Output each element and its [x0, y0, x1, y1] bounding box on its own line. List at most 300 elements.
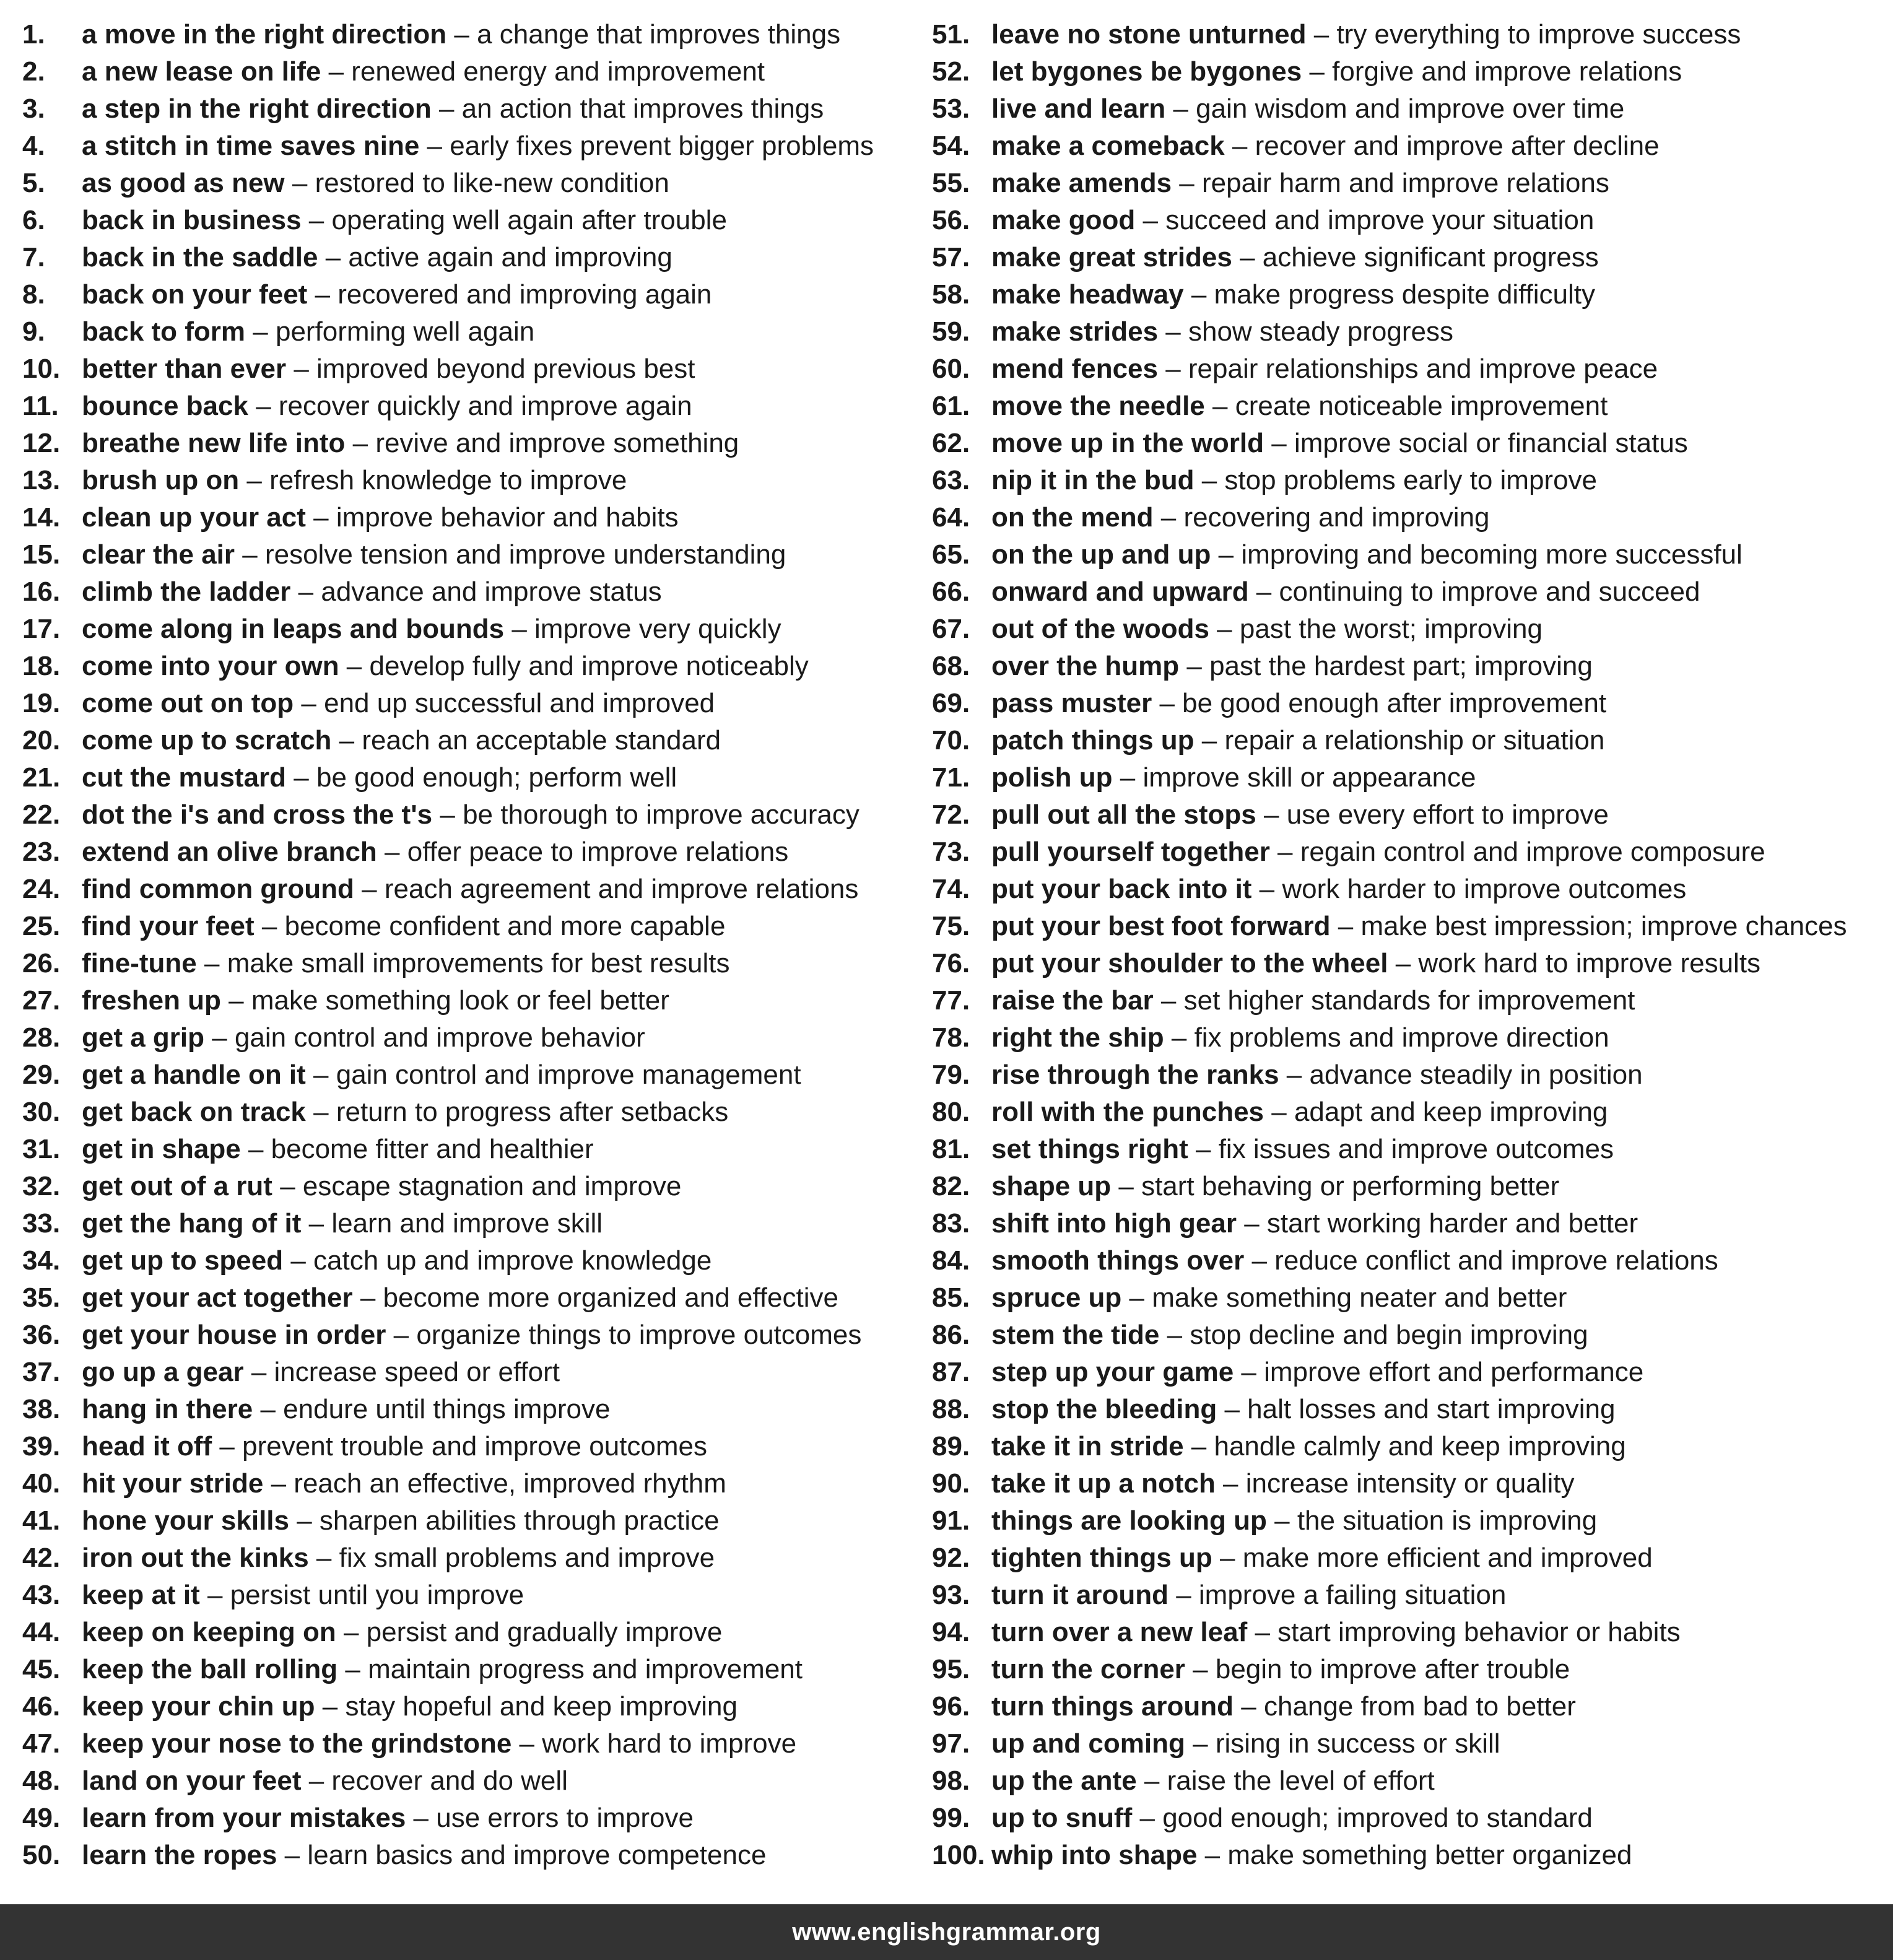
- item-number: 87.: [932, 1357, 970, 1387]
- idiom-phrase: make amends: [991, 168, 1172, 198]
- list-item: [932, 1577, 1889, 1614]
- dash-separator: –: [1132, 1803, 1163, 1833]
- list-item: [22, 1242, 920, 1279]
- list-item: [932, 1056, 1889, 1094]
- dash-separator: –: [301, 1208, 332, 1239]
- item-text: [82, 388, 692, 425]
- item-number: 58.: [932, 279, 970, 310]
- idiom-meaning: make small improvements for best results: [227, 948, 730, 978]
- dash-separator: –: [431, 94, 462, 124]
- idiom-phrase: get back on track: [82, 1097, 306, 1127]
- item-number: 28.: [22, 1022, 61, 1053]
- list-item: [932, 1131, 1889, 1168]
- item-number: 21.: [22, 762, 61, 793]
- item-number: 20.: [22, 725, 61, 756]
- idiom-meaning: performing well again: [275, 316, 535, 347]
- idiom-phrase: mend fences: [991, 354, 1158, 384]
- item-text: [991, 1540, 1653, 1577]
- item-text: [991, 1354, 1643, 1391]
- item-number: 65.: [932, 539, 970, 570]
- idiom-meaning: gain control and improve behavior: [234, 1022, 645, 1053]
- list-item: [932, 1540, 1889, 1577]
- item-text: [991, 573, 1700, 611]
- dash-separator: –: [1330, 911, 1361, 941]
- item-number: 4.: [22, 131, 45, 161]
- idiom-phrase: patch things up: [991, 725, 1195, 756]
- idiom-phrase: pull out all the stops: [991, 799, 1256, 830]
- idiom-meaning: fix issues and improve outcomes: [1218, 1134, 1614, 1164]
- idiom-phrase: on the up and up: [991, 539, 1211, 570]
- item-text: [991, 16, 1741, 53]
- idiom-phrase: take it up a notch: [991, 1468, 1216, 1499]
- item-number: 37.: [22, 1357, 61, 1387]
- item-text: [82, 1354, 560, 1391]
- list-item: [932, 1279, 1889, 1317]
- item-text: [82, 1540, 715, 1577]
- item-number: 36.: [22, 1320, 61, 1350]
- dash-separator: –: [1112, 762, 1143, 793]
- list-item: [22, 1502, 920, 1540]
- item-text: [82, 685, 715, 722]
- item-text: [991, 1762, 1435, 1800]
- item-number: 71.: [932, 762, 970, 793]
- dash-separator: –: [1135, 205, 1166, 235]
- idiom-phrase: get the hang of it: [82, 1208, 302, 1239]
- item-text: [82, 239, 672, 276]
- item-number: 97.: [932, 1728, 970, 1759]
- idiom-meaning: learn and improve skill: [331, 1208, 603, 1239]
- list-item: [22, 1094, 920, 1131]
- idiom-phrase: take it in stride: [991, 1431, 1184, 1461]
- dash-separator: –: [294, 688, 324, 718]
- item-text: [991, 499, 1490, 536]
- item-text: [991, 908, 1847, 945]
- item-text: [991, 1577, 1506, 1614]
- list-item: [22, 16, 920, 53]
- idiom-meaning: recovering and improving: [1183, 502, 1490, 533]
- idiom-meaning: active again and improving: [348, 242, 672, 272]
- item-text: [991, 1019, 1609, 1056]
- list-item: [22, 722, 920, 759]
- dash-separator: –: [1185, 1728, 1216, 1759]
- list-item: [932, 313, 1889, 351]
- item-number: 35.: [22, 1283, 61, 1313]
- dash-separator: –: [283, 1245, 314, 1276]
- idiom-phrase: raise the bar: [991, 985, 1154, 1016]
- item-text: [82, 351, 695, 388]
- dash-separator: –: [1152, 688, 1183, 718]
- idiom-meaning: forgive and improve relations: [1332, 56, 1682, 87]
- idiom-phrase: land on your feet: [82, 1766, 302, 1796]
- idiom-phrase: cut the mustard: [82, 762, 287, 793]
- list-item: [932, 499, 1889, 536]
- item-text: [991, 871, 1686, 908]
- list-item: [932, 1354, 1889, 1391]
- idiom-phrase: get your house in order: [82, 1320, 386, 1350]
- item-text: [82, 1577, 524, 1614]
- dash-separator: –: [305, 502, 336, 533]
- idiom-phrase: leave no stone unturned: [991, 19, 1307, 50]
- item-text: [82, 1205, 603, 1242]
- list-item: [22, 573, 920, 611]
- list-item: [932, 1651, 1889, 1688]
- item-number: 93.: [932, 1580, 970, 1610]
- list-item: [22, 1131, 920, 1168]
- idiom-phrase: come along in leaps and bounds: [82, 614, 505, 644]
- item-number: 30.: [22, 1097, 61, 1127]
- item-number: 77.: [932, 985, 970, 1016]
- item-text: [991, 1391, 1615, 1428]
- list-item: [932, 871, 1889, 908]
- dash-separator: –: [253, 1394, 284, 1424]
- item-number: 13.: [22, 465, 61, 495]
- item-number: 44.: [22, 1617, 61, 1647]
- dash-separator: –: [308, 1543, 339, 1573]
- idiom-meaning: make something look or feel better: [251, 985, 669, 1016]
- item-text: [82, 573, 662, 611]
- item-text: [991, 982, 1635, 1019]
- item-number: 100.: [932, 1840, 985, 1870]
- list-item: [932, 945, 1889, 982]
- idiom-phrase: pull yourself together: [991, 837, 1270, 867]
- item-number: 23.: [22, 837, 61, 867]
- idiom-phrase: set things right: [991, 1134, 1188, 1164]
- item-text: [82, 536, 786, 573]
- idiom-meaning: offer peace to improve relations: [407, 837, 789, 867]
- item-text: [82, 1725, 796, 1762]
- dash-separator: –: [1172, 168, 1202, 198]
- idiom-phrase: smooth things over: [991, 1245, 1245, 1276]
- dash-separator: –: [272, 1171, 303, 1201]
- idiom-meaning: reach agreement and improve relations: [384, 874, 859, 904]
- idiom-meaning: try everything to improve success: [1336, 19, 1741, 50]
- item-text: [991, 1465, 1574, 1502]
- item-number: 31.: [22, 1134, 61, 1164]
- dash-separator: –: [1232, 242, 1263, 272]
- item-text: [991, 1725, 1500, 1762]
- list-item: [22, 276, 920, 313]
- idiom-meaning: increase speed or effort: [274, 1357, 560, 1387]
- item-text: [991, 313, 1453, 351]
- item-number: 94.: [932, 1617, 970, 1647]
- idiom-meaning: make something neater and better: [1152, 1283, 1567, 1313]
- dash-separator: –: [345, 428, 376, 458]
- dash-separator: –: [1185, 1654, 1216, 1684]
- item-number: 27.: [22, 985, 61, 1016]
- list-item: [932, 1428, 1889, 1465]
- idiom-meaning: raise the level of effort: [1167, 1766, 1435, 1796]
- idiom-meaning: prevent trouble and improve outcomes: [242, 1431, 707, 1461]
- list-item: [932, 425, 1889, 462]
- idiom-meaning: operating well again after trouble: [331, 205, 727, 235]
- item-number: 29.: [22, 1060, 61, 1090]
- idiom-meaning: achieve significant progress: [1262, 242, 1599, 272]
- list-item: [932, 1502, 1889, 1540]
- idiom-phrase: get your act together: [82, 1283, 353, 1313]
- list-item: [932, 1094, 1889, 1131]
- list-item: [22, 871, 920, 908]
- item-text: [82, 1502, 720, 1540]
- idiom-meaning: catch up and improve knowledge: [313, 1245, 712, 1276]
- list-item: [22, 1725, 920, 1762]
- idiom-meaning: the situation is improving: [1297, 1505, 1598, 1536]
- item-text: [991, 202, 1594, 239]
- item-number: 34.: [22, 1245, 61, 1276]
- dash-separator: –: [1183, 1431, 1214, 1461]
- idiom-phrase: hit your stride: [82, 1468, 264, 1499]
- idiom-phrase: get in shape: [82, 1134, 241, 1164]
- item-text: [82, 611, 781, 648]
- dash-separator: –: [254, 911, 285, 941]
- idiom-phrase: put your shoulder to the wheel: [991, 948, 1388, 978]
- list-item: [932, 722, 1889, 759]
- item-text: [991, 351, 1658, 388]
- item-number: 1.: [22, 19, 45, 50]
- list-item: [22, 1577, 920, 1614]
- dash-separator: –: [1194, 725, 1225, 756]
- item-text: [991, 462, 1597, 499]
- item-text: [82, 165, 669, 202]
- list-item: [932, 1800, 1889, 1837]
- item-number: 7.: [22, 242, 45, 272]
- list-item: [22, 908, 920, 945]
- idiom-phrase: rise through the ranks: [991, 1060, 1279, 1090]
- list-item: [22, 759, 920, 796]
- list-item: [932, 1019, 1889, 1056]
- item-text: [82, 90, 824, 128]
- item-text: [82, 1242, 712, 1279]
- dash-separator: –: [1153, 985, 1184, 1016]
- dash-separator: –: [336, 1617, 367, 1647]
- item-text: [991, 53, 1682, 90]
- dash-separator: –: [286, 762, 316, 793]
- idiom-meaning: start working harder and better: [1266, 1208, 1638, 1239]
- list-item: [22, 239, 920, 276]
- dash-separator: –: [432, 799, 463, 830]
- idiom-phrase: stop the bleeding: [991, 1394, 1217, 1424]
- list-item: [22, 1614, 920, 1651]
- idiom-meaning: gain wisdom and improve over time: [1196, 94, 1625, 124]
- list-item: [932, 1317, 1889, 1354]
- idiom-phrase: breathe new life into: [82, 428, 346, 458]
- idiom-phrase: spruce up: [991, 1283, 1122, 1313]
- item-text: [991, 90, 1624, 128]
- item-number: 53.: [932, 94, 970, 124]
- idiom-meaning: reach an acceptable standard: [362, 725, 721, 756]
- item-text: [991, 1837, 1632, 1874]
- item-number: 45.: [22, 1654, 61, 1684]
- idiom-meaning: work harder to improve outcomes: [1282, 874, 1687, 904]
- idiom-meaning: develop fully and improve noticeably: [369, 651, 809, 681]
- list-item: [932, 1168, 1889, 1205]
- idiom-meaning: past the worst; improving: [1239, 614, 1543, 644]
- list-item: [22, 1019, 920, 1056]
- item-text: [991, 1131, 1614, 1168]
- list-item: [932, 202, 1889, 239]
- idiom-phrase: get out of a rut: [82, 1171, 272, 1201]
- idiom-meaning: work hard to improve results: [1418, 948, 1761, 978]
- idiom-phrase: climb the ladder: [82, 577, 291, 607]
- idiom-phrase: get up to speed: [82, 1245, 284, 1276]
- item-text: [991, 1205, 1638, 1242]
- list-item: [932, 1725, 1889, 1762]
- idiom-phrase: stem the tide: [991, 1320, 1160, 1350]
- idiom-phrase: back to form: [82, 316, 246, 347]
- item-text: [82, 982, 669, 1019]
- idiom-phrase: polish up: [991, 762, 1113, 793]
- item-number: 60.: [932, 354, 970, 384]
- item-number: 15.: [22, 539, 61, 570]
- list-item: [932, 16, 1889, 53]
- idiom-meaning: be good enough; perform well: [316, 762, 677, 793]
- item-text: [82, 1056, 801, 1094]
- item-number: 89.: [932, 1431, 970, 1461]
- item-number: 73.: [932, 837, 970, 867]
- item-text: [82, 834, 788, 871]
- list-item: [22, 313, 920, 351]
- dash-separator: –: [1388, 948, 1419, 978]
- item-text: [82, 313, 534, 351]
- dash-separator: –: [1158, 316, 1188, 347]
- list-item: [22, 1428, 920, 1465]
- item-text: [991, 759, 1476, 796]
- item-text: [991, 1279, 1567, 1317]
- item-number: 66.: [932, 577, 970, 607]
- dash-separator: –: [1204, 391, 1235, 421]
- idiom-meaning: restored to like-new condition: [315, 168, 669, 198]
- idiom-meaning: a change that improves things: [477, 19, 841, 50]
- list-item: [22, 1056, 920, 1094]
- idiom-meaning: stop decline and begin improving: [1190, 1320, 1588, 1350]
- idiom-meaning: increase intensity or quality: [1245, 1468, 1575, 1499]
- dash-separator: –: [386, 1320, 417, 1350]
- list-item: [22, 1354, 920, 1391]
- item-number: 5.: [22, 168, 45, 198]
- item-text: [991, 388, 1608, 425]
- list-item: [932, 1465, 1889, 1502]
- idiom-phrase: come up to scratch: [82, 725, 332, 756]
- item-number: 9.: [22, 316, 45, 347]
- dash-separator: –: [301, 205, 332, 235]
- dash-separator: –: [220, 985, 251, 1016]
- dash-separator: –: [419, 131, 450, 161]
- dash-separator: –: [337, 1654, 368, 1684]
- dash-separator: –: [1212, 1543, 1243, 1573]
- item-text: [991, 945, 1760, 982]
- idiom-meaning: learn basics and improve competence: [307, 1840, 767, 1870]
- idiom-meaning: recovered and improving again: [337, 279, 712, 310]
- item-number: 81.: [932, 1134, 970, 1164]
- dash-separator: –: [289, 1505, 320, 1536]
- item-text: [991, 1428, 1626, 1465]
- dash-separator: –: [301, 1766, 332, 1796]
- idiom-phrase: get a grip: [82, 1022, 205, 1053]
- item-number: 62.: [932, 428, 970, 458]
- item-text: [991, 1651, 1570, 1688]
- dash-separator: –: [290, 577, 321, 607]
- item-text: [82, 796, 859, 834]
- idiom-meaning: improve social or financial status: [1294, 428, 1688, 458]
- dash-separator: –: [1236, 1208, 1267, 1239]
- idiom-meaning: refresh knowledge to improve: [269, 465, 627, 495]
- item-number: 16.: [22, 577, 61, 607]
- list-item: [932, 462, 1889, 499]
- idiom-phrase: up to snuff: [991, 1803, 1133, 1833]
- idiom-meaning: become confident and more capable: [284, 911, 726, 941]
- list-item: [22, 945, 920, 982]
- dash-separator: –: [1159, 1320, 1190, 1350]
- item-text: [82, 945, 730, 982]
- idiom-meaning: repair relationships and improve peace: [1188, 354, 1658, 384]
- idiom-phrase: turn it around: [991, 1580, 1168, 1610]
- dash-separator: –: [1302, 56, 1333, 87]
- item-number: 10.: [22, 354, 61, 384]
- idiom-meaning: fix small problems and improve: [339, 1543, 715, 1573]
- list-item: [932, 351, 1889, 388]
- item-number: 69.: [932, 688, 970, 718]
- idiom-meaning: work hard to improve: [542, 1728, 797, 1759]
- idiom-meaning: advance and improve status: [321, 577, 662, 607]
- idiom-phrase: better than ever: [82, 354, 287, 384]
- item-number: 2.: [22, 56, 45, 87]
- dash-separator: –: [1234, 1691, 1264, 1722]
- list-item: [932, 53, 1889, 90]
- item-text: [82, 1168, 681, 1205]
- dash-separator: –: [305, 1097, 336, 1127]
- item-text: [82, 1688, 738, 1725]
- item-number: 64.: [932, 502, 970, 533]
- idiom-phrase: things are looking up: [991, 1505, 1267, 1536]
- dash-separator: –: [240, 1134, 271, 1164]
- dash-separator: –: [1121, 1283, 1152, 1313]
- idiom-phrase: live and learn: [991, 94, 1166, 124]
- idiom-phrase: freshen up: [82, 985, 221, 1016]
- dash-separator: –: [352, 1283, 383, 1313]
- list-item: [932, 1242, 1889, 1279]
- dash-separator: –: [321, 56, 352, 87]
- idiom-meaning: improved beyond previous best: [316, 354, 695, 384]
- dash-separator: –: [1266, 1505, 1297, 1536]
- idiom-meaning: renewed energy and improvement: [351, 56, 765, 87]
- item-number: 95.: [932, 1654, 970, 1684]
- item-number: 96.: [932, 1691, 970, 1722]
- item-number: 91.: [932, 1505, 970, 1536]
- item-text: [82, 462, 627, 499]
- idiom-phrase: back in business: [82, 205, 302, 235]
- item-number: 98.: [932, 1766, 970, 1796]
- idiom-phrase: dot the i's and cross the t's: [82, 799, 433, 830]
- item-text: [82, 648, 809, 685]
- list-item: [932, 908, 1889, 945]
- item-text: [991, 1317, 1588, 1354]
- list-item: [932, 536, 1889, 573]
- idiom-meaning: persist and gradually improve: [366, 1617, 723, 1647]
- idiom-phrase: learn the ropes: [82, 1840, 277, 1870]
- idiom-meaning: make more efficient and improved: [1242, 1543, 1653, 1573]
- idiom-meaning: start improving behavior or habits: [1277, 1617, 1681, 1647]
- idiom-meaning: end up successful and improved: [324, 688, 715, 718]
- footer-bar: [0, 1904, 1893, 1960]
- idiom-phrase: clean up your act: [82, 502, 306, 533]
- item-text: [82, 908, 725, 945]
- item-text: [991, 834, 1765, 871]
- idiom-phrase: keep at it: [82, 1580, 200, 1610]
- dash-separator: –: [1211, 539, 1242, 570]
- idiom-meaning: become fitter and healthier: [271, 1134, 594, 1164]
- dash-separator: –: [245, 316, 276, 347]
- idiom-phrase: extend an olive branch: [82, 837, 377, 867]
- dash-separator: –: [239, 465, 270, 495]
